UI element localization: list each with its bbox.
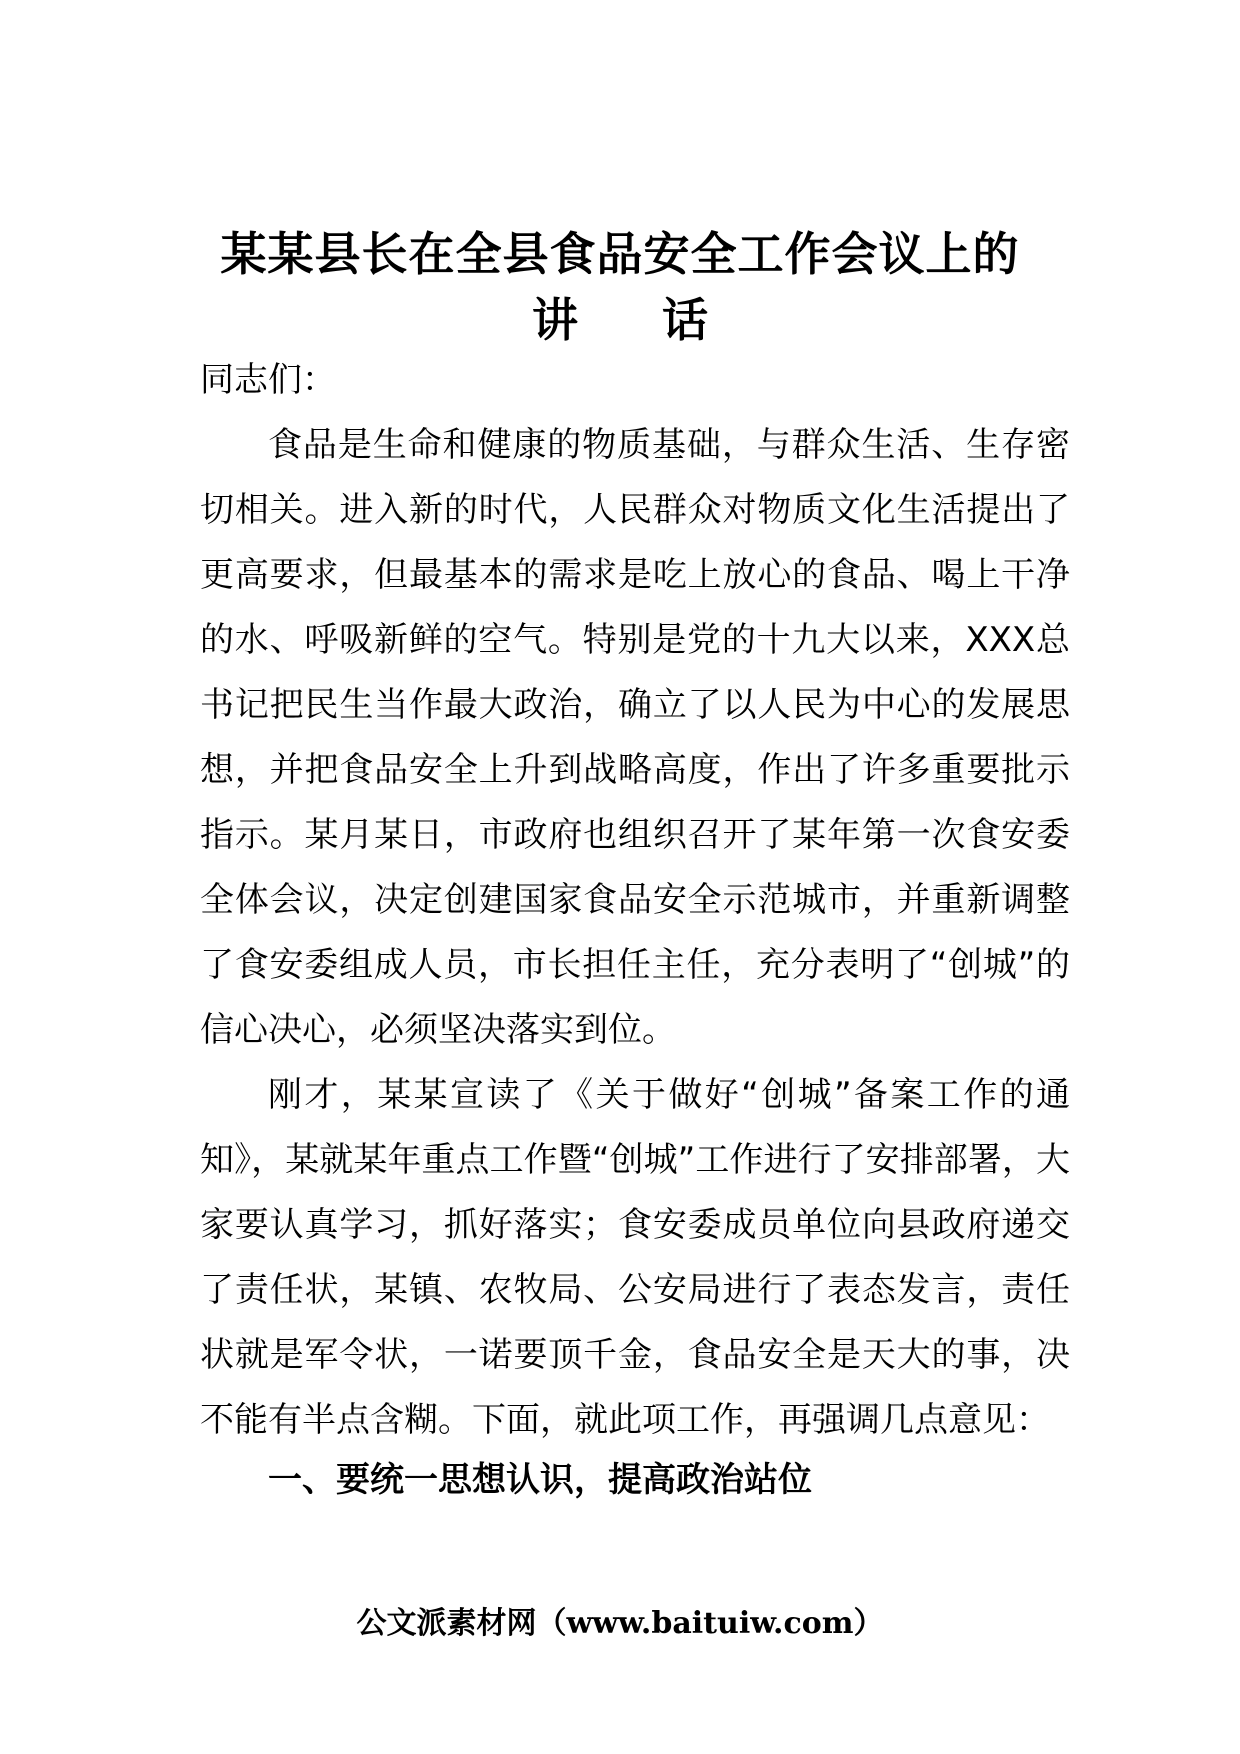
document-title-line1: 某某县长在全县食品安全工作会议上的 — [220, 227, 1020, 281]
page-footer-source: 公文派素材网（www.baituiw.com） — [356, 1606, 884, 1641]
paragraph-intro: 食品是生命和健康的物质基础，与群众生活、生存密切相关。进入新的时代，人民群众对物质文化生活提出了更高要求，但最基本的需求是吃上放心的食品、喝上干净的水、呼吸新鲜的空气。特别是党的十九大以来，XXX总书记把民生当作最大政治，确立了以人民为中心的发展思想，并把食品安全上升到战略高度，作出了许多重要批示指示。某月某日，市政府也组织召开了某年第一次食安委全体会议，决定创建国家食品安全示范城市，并重新调整了食安委组成人员，市长担任主任，充分表明了“创城”的信心决心，必须坚决落实到位。 — [200, 425, 1070, 1050]
section-heading-1: 一、要统一思想认识，提高政治站位 — [268, 1460, 812, 1500]
document-title-line2: 讲话 — [532, 293, 792, 347]
greeting: 同志们： — [200, 360, 336, 400]
paragraph-context: 刚才，某某宣读了《关于做好“创城”备案工作的通知》，某就某年重点工作暨“创城”工作进行了安排部署，大家要认真学习，抓好落实；食安委成员单位向县政府递交了责任状，某镇、农牧局、公安局进行了表态发言，责任状就是军令状，一诺要顶千金，食品安全是天大的事，决不能有半点含糊。下面，就此项工作，再强调几点意见： — [200, 1075, 1070, 1440]
